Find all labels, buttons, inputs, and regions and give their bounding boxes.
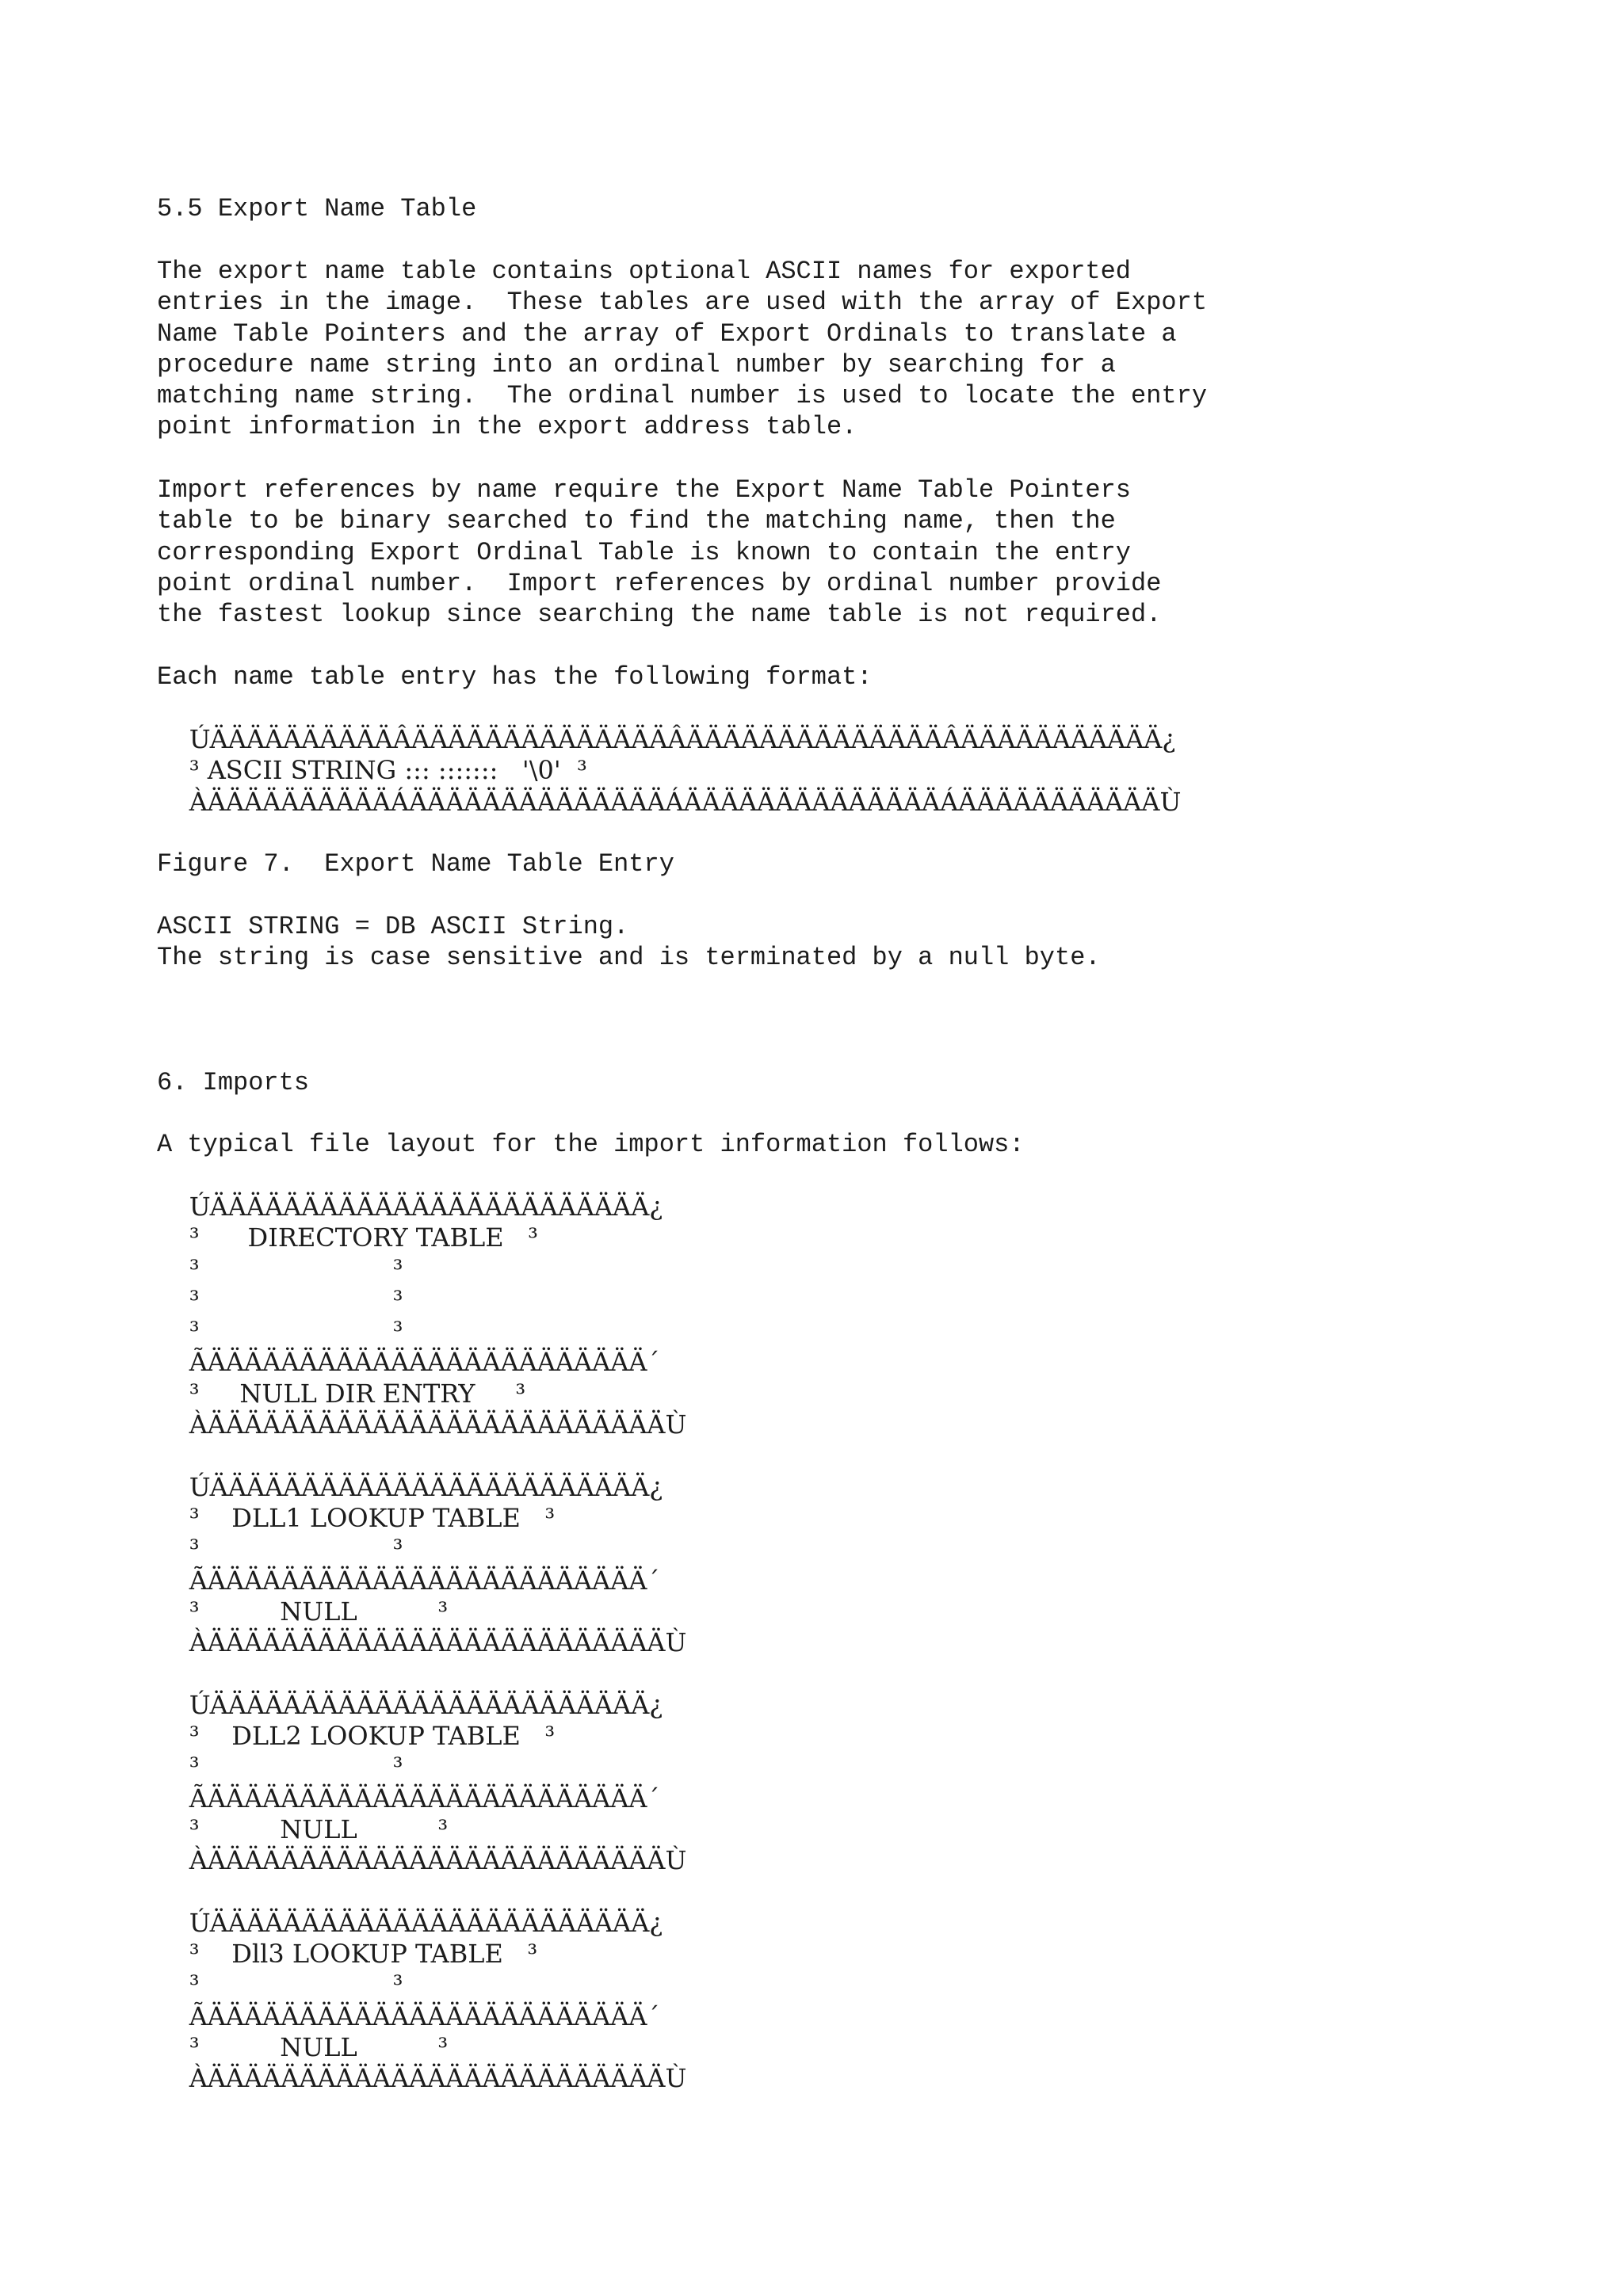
import-file-layout-diagram: ÚÄÄÄÄÄÄÄÄÄÄÄÄÄÄÄÄÄÄÄÄÄÄÄÄ¿ ³ DIRECTORY TABLE ³ ³ ³ ³ ³ ³ ³ ÃÄÄÄÄÄÄÄÄÄÄÄÄÄÄÄÄÄÄÄÄÄÄÄÄ´ ³ NULL DIR ENTRY ³ ÀÄÄÄÄÄÄÄÄÄÄÄÄÄÄÄÄÄÄÄÄÄÄÄÄÄÙ ÚÄÄÄÄÄÄÄÄÄÄÄÄÄÄÄÄÄÄÄÄÄÄÄÄ¿ ³ DLL1 LOOKUP TABLE ³ ³ ³ ÃÄÄÄÄÄÄÄÄÄÄÄÄÄÄÄÄÄÄÄÄÄÄÄÄ´ ³ NULL ³ ÀÄÄÄÄÄÄÄÄÄÄÄÄÄÄÄÄÄÄÄÄÄÄÄÄÄÙ ÚÄÄÄÄÄÄÄÄÄÄÄÄÄÄÄÄÄÄÄÄÄÄÄÄ¿ ³ DLL2 LOOKUP TABLE ³ ³ ³ ÃÄÄÄÄÄÄÄÄÄÄÄÄÄÄÄÄÄÄÄÄÄÄÄÄ´ ³ NULL ³ ÀÄÄÄÄÄÄÄÄÄÄÄÄÄÄÄÄÄÄÄÄÄÄÄÄÄÙ ÚÄÄÄÄÄÄÄÄÄÄÄÄÄÄÄÄÄÄÄÄÄÄÄÄ¿ ³ Dll3 LOOKUP TABLE ³ ³ ³ ÃÄÄÄÄÄÄÄÄÄÄÄÄÄÄÄÄÄÄÄÄÄÄÄÄ´ ³ NULL ³ ÀÄÄÄÄÄÄÄÄÄÄÄÄÄÄÄÄÄÄÄÄÄÄÄÄÄÙ	[189, 1192, 687, 2094]
section-heading-imports: 6. Imports	[157, 1068, 310, 1097]
import-references-paragraph: Import references by name require the Export Name Table Pointers table to be binary searched to find the matching name, then the corresponding Export Ordinal Table is known to contain the entry point ordinal number. Import references by ordinal number provide the fastest lookup since searching the name table is not required.	[157, 475, 1162, 630]
export-name-table-description: The export name table contains optional ASCII names for exported entries in the image. These tables are used with the array of Export Name Table Pointers and the array of Export Ordinals to translate a procedure name string into an ordinal number by searching for a matching name string. The ordinal number is used to locate the entry point information in the export address table.	[157, 257, 1208, 442]
import-layout-intro: A typical file layout for the import information follows:	[157, 1130, 1025, 1159]
section-heading-export-name-table: 5.5 Export Name Table	[157, 194, 477, 223]
export-name-table-entry-diagram: ÚÄÄÄÄÄÄÄÄÄÄÂÄÄÄÄÄÄÄÄÄÄÄÄÄÄÂÄÄÄÄÄÄÄÄÄÄÄÄÄÄÂÄÄÄÄÄÄÄÄÄÄÄ¿ ³ ASCII STRING ::: ::::::: '\0' ³ ÀÄÄÄÄÄÄÄÄÄÄÁÄÄÄÄÄÄÄÄÄÄÄÄÄÄÁÄÄÄÄÄÄÄÄÄÄÄÄÄÄÁÄÄÄÄÄÄÄÄÄÄÄÙ	[189, 724, 1182, 817]
ascii-string-definition: ASCII STRING = DB ASCII String. The string is case sensitive and is terminated by a null byte.	[157, 912, 1101, 973]
name-table-entry-format-intro: Each name table entry has the following format:	[157, 662, 873, 692]
figure-7-caption: Figure 7. Export Name Table Entry	[157, 849, 674, 879]
